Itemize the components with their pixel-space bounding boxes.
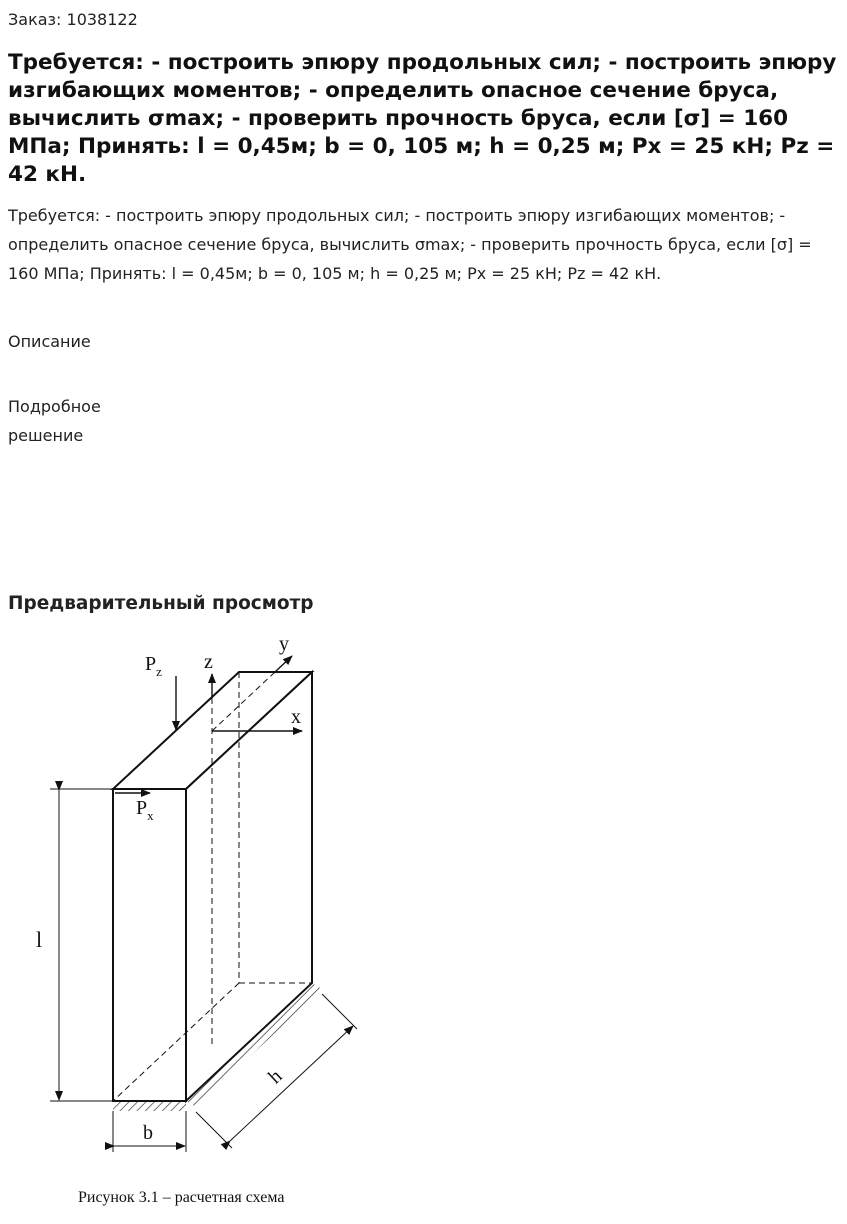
order-number: Заказ: 1038122: [8, 10, 138, 29]
calculation-scheme-figure: [0, 625, 400, 1185]
y-axis-arrow: [275, 656, 292, 672]
dimension-b-label: b: [143, 1122, 153, 1144]
dimension-h-label: h: [264, 1065, 287, 1089]
beam-outline: [113, 672, 312, 1101]
description-label: Описание: [8, 332, 91, 351]
axis-x-label: x: [291, 706, 301, 728]
preview-heading: Предварительный просмотр: [8, 593, 314, 614]
task-description: Требуется: - построить эпюру продольных сил; - построить эпюру изгибающих моментов; - определить опасное сечение бруса, вычислить σmax; - проверить прочность бруса, если [σ] = 160 МПа; Принять: l = 0,45м; b = 0, 105 м; h = 0,25 м; Px = 25 кН; Pz = 42 кН.: [8, 206, 812, 283]
pz-label: $P_z$: [145, 653, 162, 679]
axis-y-label: y: [279, 633, 289, 655]
dimension-l: [50, 789, 113, 1101]
dimension-l-label: l: [36, 927, 43, 952]
axis-z-label: z: [204, 651, 213, 673]
px-label: $P_x$: [136, 797, 154, 823]
task-title: Требуется: - построить эпюру продольных сил; - построить эпюру изгибающих моментов; - определить опасное сечение бруса, вычислить σmax; - проверить прочность бруса, если [σ] = 160 МПа; Принять: l = 0,45м; b = 0, 105 м; h = 0,25 м; Px = 25 кН; Pz = 42 кН.: [8, 50, 837, 187]
figure-caption: Рисунок 3.1 – расчетная схема: [78, 1189, 285, 1206]
detailed-solution-label: Подробное решение: [8, 397, 101, 445]
